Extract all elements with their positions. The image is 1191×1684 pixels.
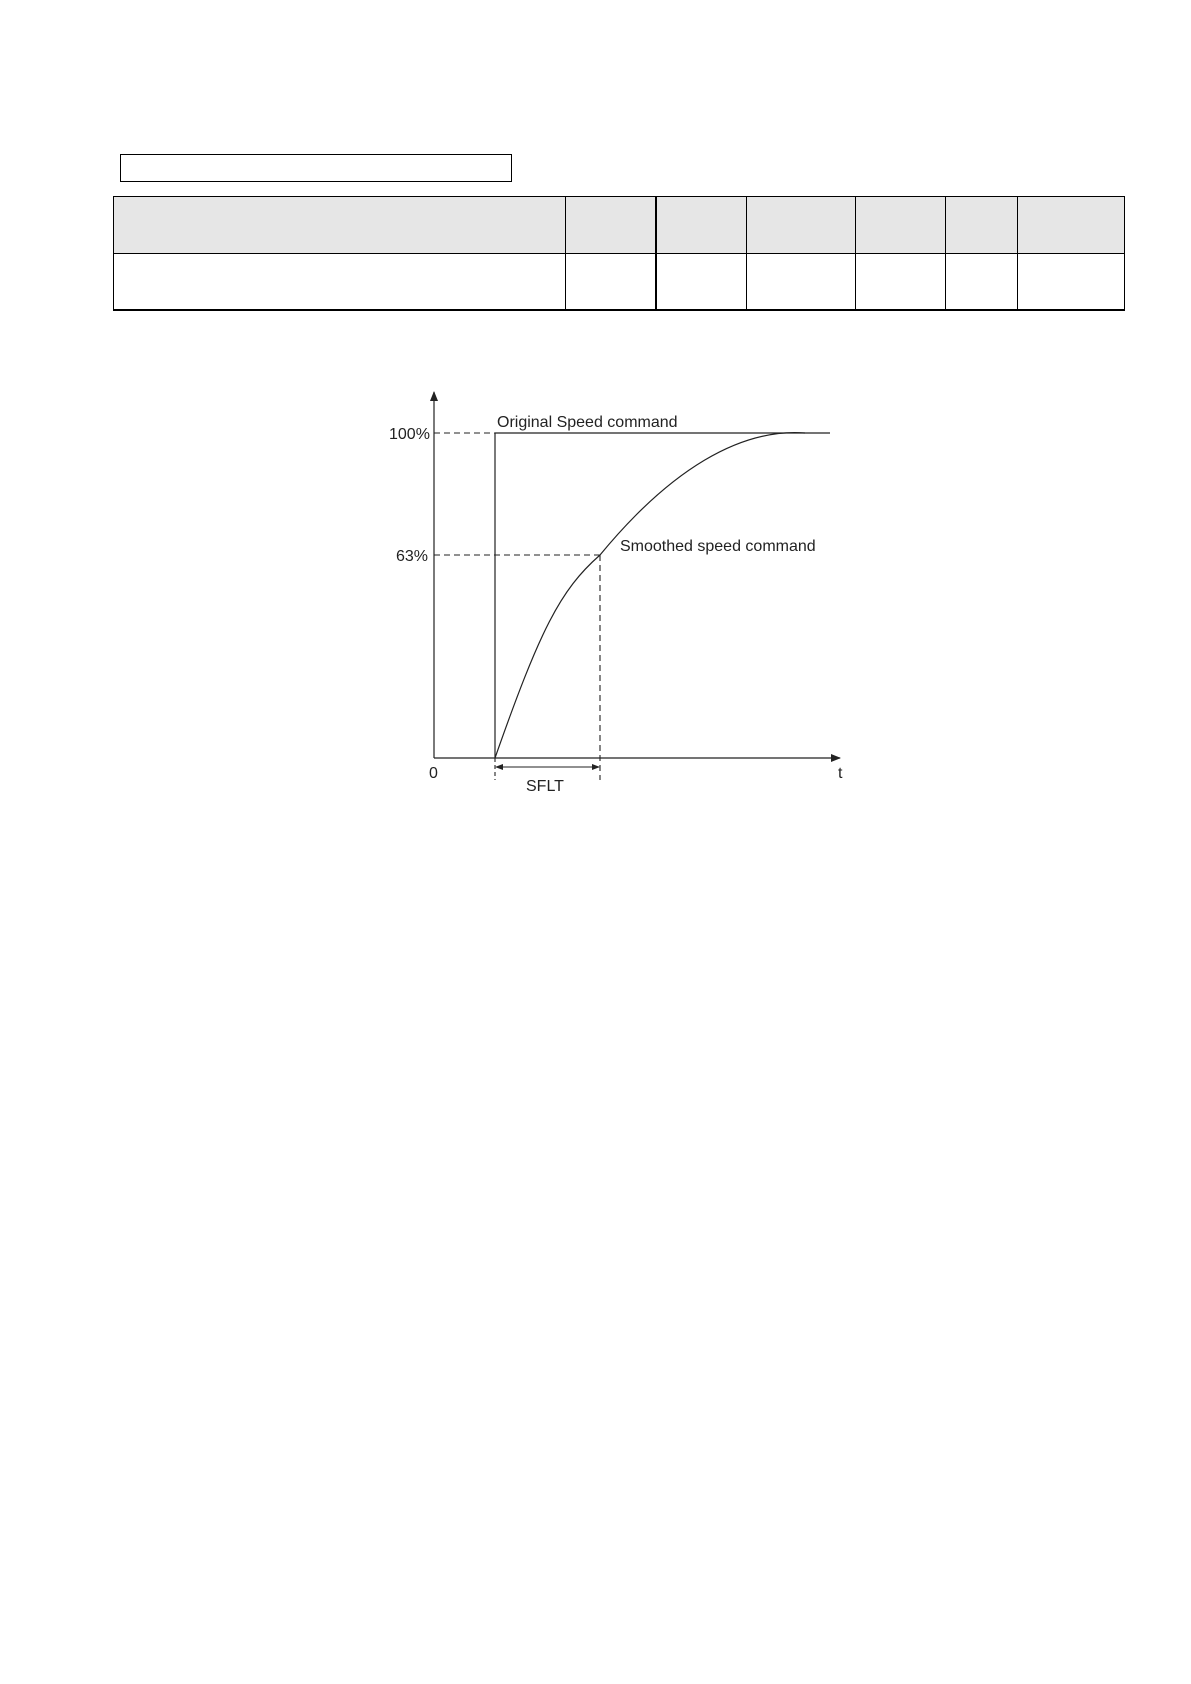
label-origin: 0: [429, 765, 438, 782]
label-t-axis: t: [838, 765, 843, 782]
label-original-speed-command: Original Speed command: [497, 414, 678, 431]
label-100-percent: 100%: [389, 426, 430, 443]
label-63-percent: 63%: [396, 548, 429, 565]
label-smoothed-speed-command: Smoothed speed command: [620, 538, 816, 555]
label-sflt: SFLT: [526, 778, 564, 795]
smoothed-command-curve: [495, 433, 805, 758]
